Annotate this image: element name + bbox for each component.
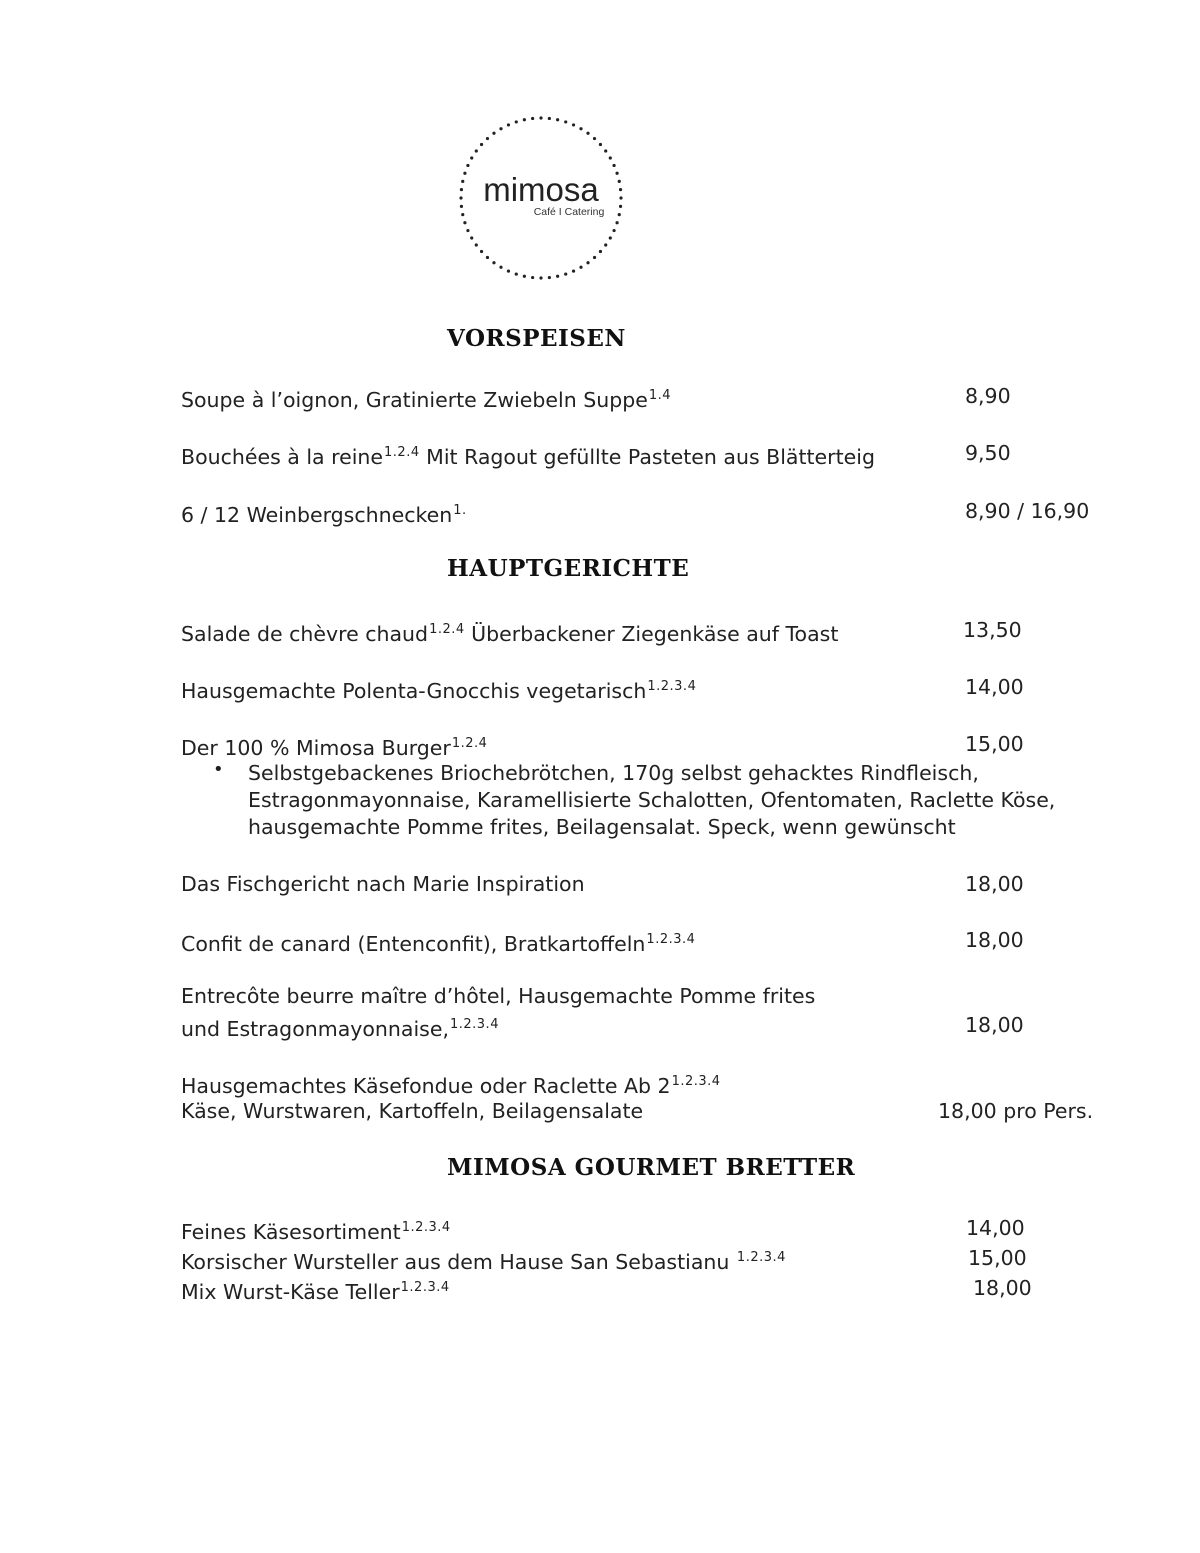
- section-title-hauptgerichte: HAUPTGERICHTE: [447, 555, 690, 582]
- dotted-circle-logo-graphic: [456, 113, 626, 283]
- menu-item-line2: Käse, Wurstwaren, Kartoffeln, Beilagensalate: [181, 1099, 644, 1123]
- menu-item: Der 100 % Mimosa Burger$^{1.2.4}$: [181, 736, 488, 760]
- logo-dot: [480, 143, 483, 146]
- logo-dot: [548, 117, 551, 120]
- menu-item: Entrecôte beurre maître d’hôtel, Hausgemachte Pomme frites: [181, 984, 816, 1008]
- logo-dot: [615, 221, 618, 224]
- menu-item: Hausgemachtes Käsefondue oder Raclette Ab $2^{1.2.3.4}$: [181, 1074, 721, 1098]
- menu-item-price: 15,00: [968, 1246, 1027, 1270]
- logo-dot: [515, 120, 518, 123]
- menu-item: Hausgemachte Polenta-Gnocchis vegetarisch$^{1.2.3.4}$: [181, 679, 697, 703]
- menu-item-price: 8,90: [965, 384, 1011, 408]
- logo-dot: [579, 127, 582, 130]
- menu-item-price: 18,00: [965, 928, 1024, 952]
- logo-tagline: Café I Catering: [533, 206, 605, 218]
- logo-dot: [459, 196, 462, 199]
- logo-dot: [539, 276, 542, 279]
- logo-dot: [579, 266, 582, 269]
- menu-item-price: 15,00: [965, 732, 1024, 756]
- menu-item: Confit de canard (Entenconfit), Bratkartoffeln$^{1.2.3.4}$: [181, 932, 696, 956]
- logo-dot: [460, 205, 463, 208]
- allergen-codes: 1.2.3.4: [449, 1017, 499, 1032]
- logo-dot: [564, 272, 567, 275]
- logo-dot: [466, 229, 469, 232]
- menu-item-price: 8,90 / 16,90: [965, 499, 1090, 523]
- menu-item: 6 / 12 Weinbergschnecken$^{1.}$: [181, 503, 467, 527]
- logo-dot: [619, 205, 622, 208]
- bullet-point: •: [213, 759, 224, 780]
- menu-item: Korsischer Wursteller aus dem Hause San Sebastianu $^{1.2.3.4}$: [181, 1250, 786, 1274]
- logo-dot: [507, 269, 510, 272]
- logo-dot: [615, 172, 618, 175]
- menu-item-price: 18,00: [965, 872, 1024, 896]
- logo-dot: [619, 188, 622, 191]
- logo-dot: [599, 250, 602, 253]
- logo-dot: [475, 243, 478, 246]
- menu-item-price: 14,00: [965, 675, 1024, 699]
- logo-dot: [593, 137, 596, 140]
- allergen-codes: 1.2.3.4: [671, 1074, 721, 1089]
- logo-dot: [586, 132, 589, 135]
- logo-dot: [463, 172, 466, 175]
- section-title-vorspeisen: VORSPEISEN: [447, 325, 626, 352]
- logo-dot: [499, 266, 502, 269]
- logo-dot: [470, 156, 473, 159]
- logo-dot: [619, 196, 622, 199]
- logo-dot: [599, 143, 602, 146]
- logo-dot: [609, 156, 612, 159]
- logo-name: mimosa: [483, 171, 599, 208]
- menu-item-price: 9,50: [965, 441, 1011, 465]
- logo-dot: [539, 116, 542, 119]
- menu-item-price: 18,00 pro Pers.: [938, 1099, 1094, 1123]
- logo-dot: [507, 123, 510, 126]
- mimosa-logo: [456, 113, 626, 283]
- allergen-codes: 1.: [453, 503, 467, 518]
- logo-dot: [612, 229, 615, 232]
- menu-item: Feines Käsesortiment$^{1.2.3.4}$: [181, 1220, 451, 1244]
- logo-dot: [556, 275, 559, 278]
- logo-dot: [609, 236, 612, 239]
- logo-dot: [460, 188, 463, 191]
- logo-dot: [486, 256, 489, 259]
- logo-dot: [564, 120, 567, 123]
- logo-dot: [612, 164, 615, 167]
- logo-dot: [466, 164, 469, 167]
- menu-item: Das Fischgericht nach Marie Inspiration: [181, 872, 585, 896]
- allergen-codes: 1.2.3.4: [647, 679, 697, 694]
- logo-dot: [618, 180, 621, 183]
- logo-dot: [586, 261, 589, 264]
- logo-dot: [618, 213, 621, 216]
- menu-item: Bouchées à la reine$^{1.2.4}$ Mit Ragout gefüllte Pasteten aus Blätterteig: [181, 445, 875, 469]
- logo-dot: [461, 213, 464, 216]
- logo-dot: [572, 269, 575, 272]
- logo-dot: [492, 261, 495, 264]
- allergen-codes: 1.2.4: [429, 622, 465, 637]
- logo-dot: [531, 276, 534, 279]
- logo-dot: [486, 137, 489, 140]
- menu-item: Salade de chèvre chaud$^{1.2.4}$ Überbackener Ziegenkäse auf Toast: [181, 622, 839, 646]
- logo-dot: [463, 221, 466, 224]
- menu-item-line2: und Estragonmayonnaise,$^{1.2.3.4}$: [181, 1017, 499, 1041]
- logo-dot: [470, 236, 473, 239]
- logo-dot: [572, 123, 575, 126]
- logo-dot: [480, 250, 483, 253]
- allergen-codes: 1.2.3.4: [736, 1250, 786, 1265]
- logo-dot: [492, 132, 495, 135]
- menu-item-description: Selbstgebackenes Briochebrötchen, 170g selbst gehacktes Rindfleisch, Estragonmayonnaise, Karamellisierte Schalotten, Ofentomaten, Raclette Köse, hausgemachte Pomme frites, Beilagensalat. Speck, wenn gewünscht: [248, 761, 1056, 839]
- section-title-bretter: MIMOSA GOURMET BRETTER: [447, 1154, 856, 1181]
- menu-item-price: 18,00: [973, 1276, 1032, 1300]
- logo-dot: [593, 256, 596, 259]
- logo-dot: [523, 118, 526, 121]
- allergen-codes: 1.2.3.4: [400, 1280, 450, 1295]
- logo-dot: [475, 149, 478, 152]
- allergen-codes: 1.2.3.4: [401, 1220, 451, 1235]
- logo-dot: [499, 127, 502, 130]
- menu-item: Soupe à l’oignon, Gratinierte Zwiebeln Suppe$^{1.4}$: [181, 388, 672, 412]
- logo-dot: [556, 118, 559, 121]
- menu-item-price: 14,00: [966, 1216, 1025, 1240]
- allergen-codes: 1.4: [648, 388, 672, 403]
- allergen-codes: 1.2.4: [451, 736, 488, 751]
- logo-dot: [515, 272, 518, 275]
- logo-dot: [604, 149, 607, 152]
- menu-item: Mix Wurst-Käse Teller$^{1.2.3.4}$: [181, 1280, 450, 1304]
- logo-dot: [523, 275, 526, 278]
- allergen-codes: 1.2.4: [384, 445, 420, 460]
- menu-item-price: 18,00: [965, 1013, 1024, 1037]
- allergen-codes: 1.2.3.4: [646, 932, 696, 947]
- logo-dot: [461, 180, 464, 183]
- logo-dot: [531, 117, 534, 120]
- menu-item-price: 13,50: [963, 618, 1022, 642]
- logo-dot: [604, 243, 607, 246]
- logo-dot: [548, 276, 551, 279]
